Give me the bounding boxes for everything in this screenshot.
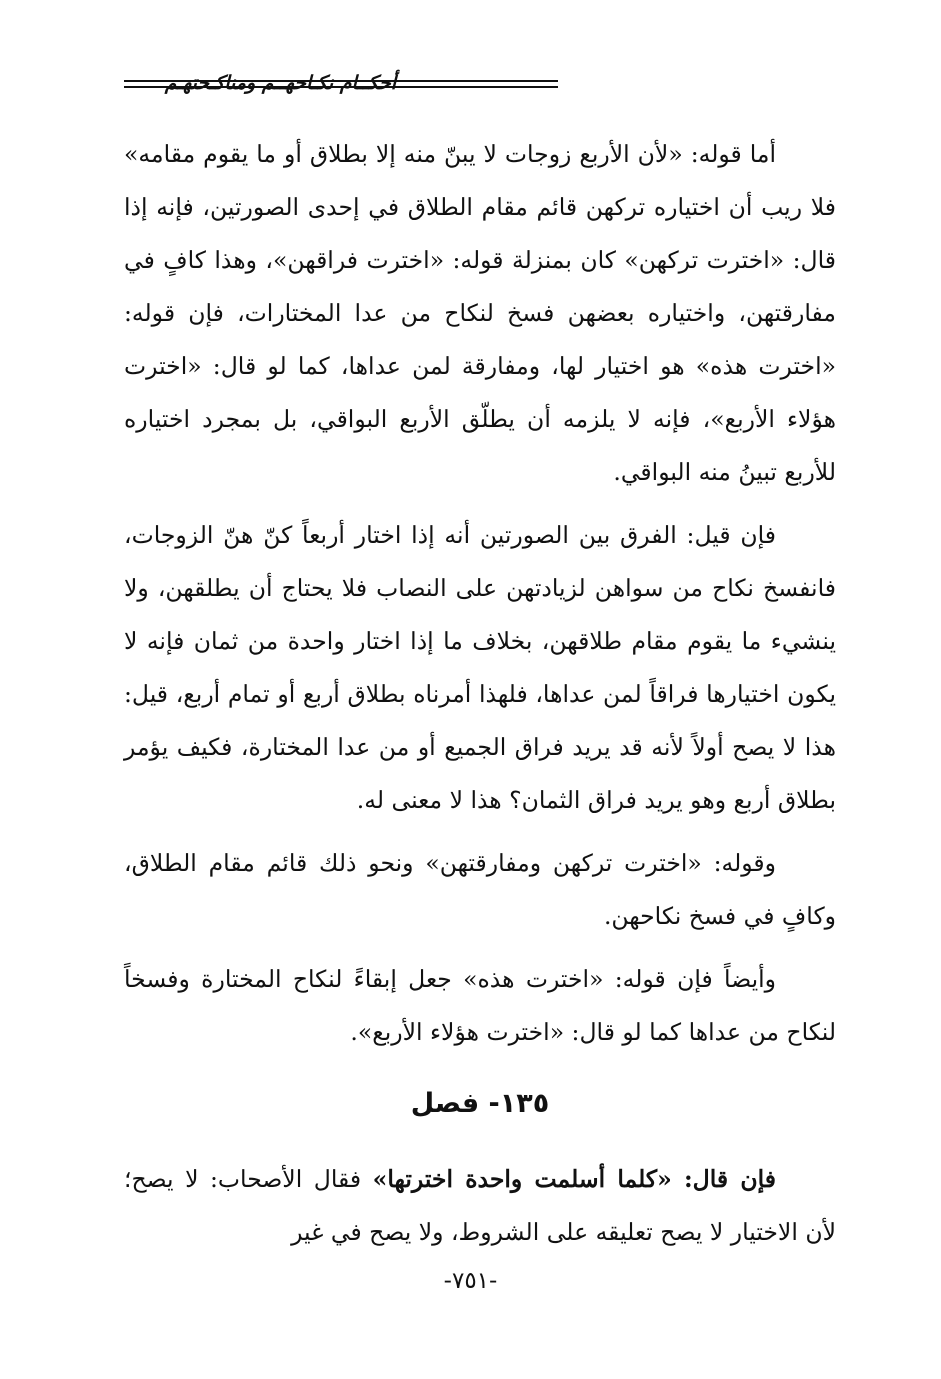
paragraph-2: فإن قيل: الفرق بين الصورتين أنه إذا اختار أربعاً كنّ هنّ الزوجات، فانفسخ نكاح من سواهن لزيادتهن على النصاب فلا يحتاج أن يطلقهن، ولا ينشيء ما يقوم مقام طلاقهن، بخلاف ما إذا اختار واحدة من ثمان فإنه لا يكون اختيارها فراقاً لمن عداها، فلهذا أمرناه بطلاق أربع أو تمام أربع، قيل: هذا لا يصح أولاً لأنه قد يريد فراق الجميع أو من عدا المختارة، فكيف يؤمر بطلاق أربع وهو يريد فراق الثمان؟ هذا لا معنى له. (124, 521, 836, 814)
section-heading: ١٣٥- فصل (410, 1088, 550, 1119)
section-text: فقال الأصحاب: لا يصح؛ لأن الاختيار لا يصح تعليقه على الشروط، ولا يصح في غير (124, 1165, 836, 1246)
paragraph-4: وأيضاً فإن قوله: «اخترت هذه» جعل إبقاءً لنكاح المختارة وفسخاً لنكاح من عداها كما لو قال: «اخترت هؤلاء الأربع». (124, 965, 836, 1046)
running-header (124, 66, 836, 106)
page-number: -٧٥١- (443, 1268, 498, 1294)
page-body (124, 128, 836, 1269)
paragraph-1: أما قوله: «لأن الأربع زوجات لا يبنّ منه إلا بطلاق أو ما يقوم مقامه» فلا ريب أن اختياره تركهن قائم مقام الطلاق في إحدى الصورتين، فإنه إذا قال: «اخترت تركهن» كان بمنزلة قوله: «اخترت فراقهن»، وهذا كافٍ في مفارقتهن، واختياره بعضهن فسخ لنكاح من عدا المختارات، فإن قوله: «اخترت هذه» هو اختيار لها، ومفارقة لمن عداها، كما لو قال: «اخترت هؤلاء الأربع»، فإنه لا يلزمه أن يطلّق الأربع البواقي، بل بمجرد اختياره للأربع تبينُ منه البواقي. (124, 140, 836, 486)
header-title: أحكــام نكـاحهــم ومناكـحتهـم (164, 72, 396, 94)
section-lead-bold: فإن قال: «كلما أسلمت واحدة اخترتها» (372, 1165, 777, 1193)
paragraph-3: وقوله: «اخترت تركهن ومفارقتهن» ونحو ذلك قائم مقام الطلاق، وكافٍ في فسخ نكاحهن. (124, 849, 836, 930)
section-paragraph (124, 1153, 836, 1259)
